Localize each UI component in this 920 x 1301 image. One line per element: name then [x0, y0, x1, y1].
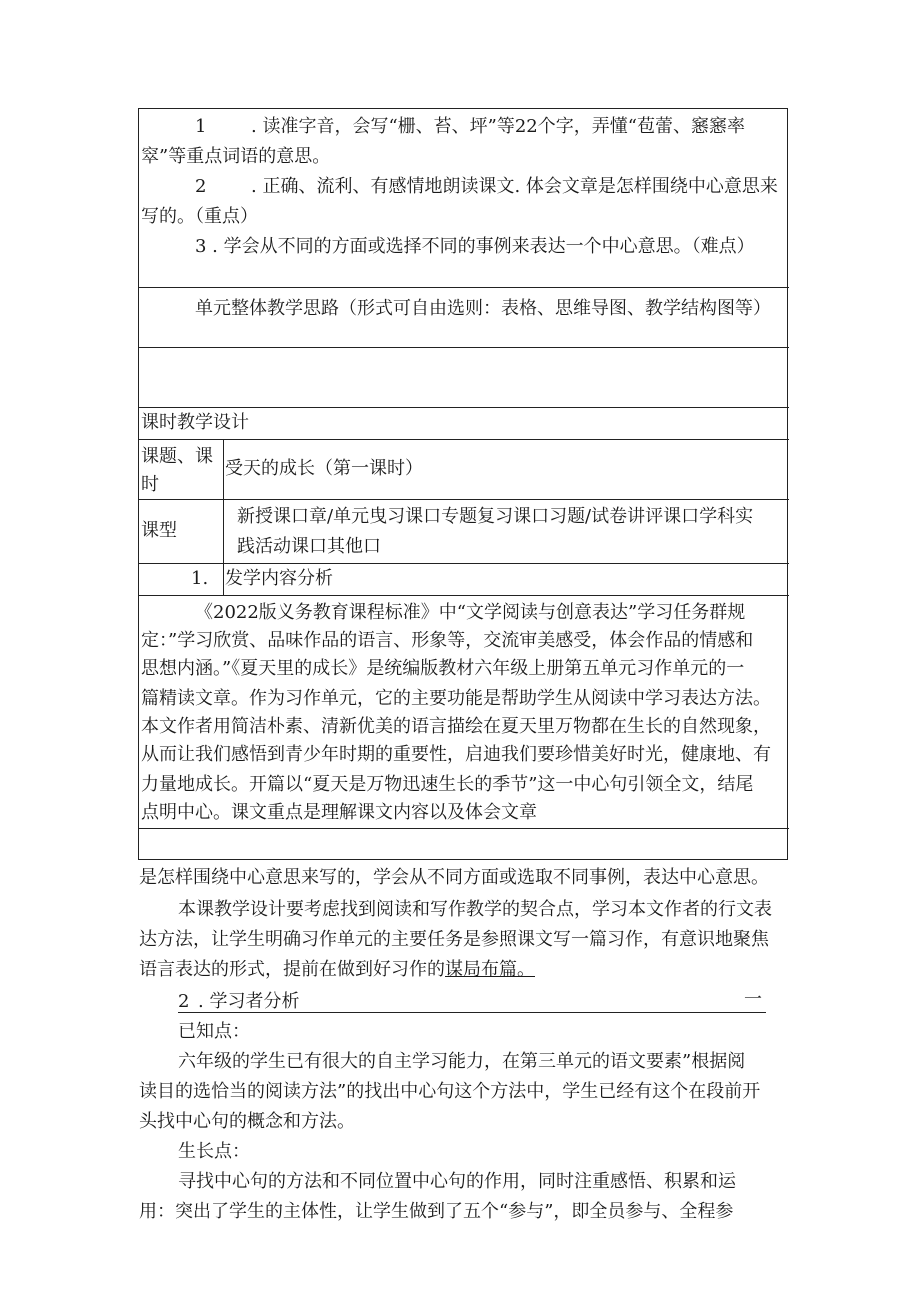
goal-1-text: . 读准字音，会写“栅、苔、坪”等22个字，弄懂“苞蕾、窸窸率	[251, 116, 745, 137]
goal-2-text: . 正确、流利、有感情地朗读课文. 体会文章是怎样围绕中心意思来	[251, 176, 778, 197]
body-line: 头找中心句的概念和方法。	[139, 1111, 355, 1132]
body-line: 达方法，让学生明确习作单元的主要任务是参照课文写一篇习作，有意识地聚焦	[139, 929, 769, 950]
section-2-number: 2	[178, 991, 190, 1012]
body-line-text: 语言表达的形式，提前在做到好习作的	[139, 959, 445, 980]
table-rule	[139, 499, 789, 500]
analysis-line: 篇精读文章。作为习作单元，它的主要功能是帮助学生从阅读中学习表达方法。	[141, 688, 771, 709]
table-rule	[139, 563, 789, 564]
goal-1-number: 1	[195, 116, 207, 137]
lesson-type-value-cont: 践活动课口其他口	[237, 536, 381, 557]
topic-label: 课题、课	[141, 446, 213, 467]
lesson-type-label: 课型	[141, 520, 177, 541]
section-2-dash: 一	[744, 989, 762, 1010]
goal-3-text: 3 . 学会从不同的方面或选择不同的事例来表达一个中心意思。（难点）	[195, 236, 755, 257]
table-column-divider	[223, 439, 224, 595]
body-line: 用：突出了学生的主体性，让学生做到了五个“参与”，即全员参与、全程参	[139, 1201, 734, 1222]
goal-2-number: 2	[195, 176, 207, 197]
analysis-line: 点明中心。课文重点是理解课文内容以及体会文章	[141, 802, 537, 823]
table-rule	[139, 407, 789, 408]
body-line: 读目的选恰当的阅读方法”的找出中心句这个方法中，学生已经有这个在段前开	[139, 1081, 761, 1102]
body-line: 是怎样围绕中心意思来写的，学会从不同方面或选取不同事例，表达中心意思。	[139, 867, 769, 888]
analysis-line: 思想内涵。”《夏天里的成长》是统编版教材六年级上册第五单元习作单元的一	[141, 658, 745, 679]
analysis-line: 从而让我们感悟到青少年时期的重要性，启迪我们要珍惜美好时光，健康地、有	[141, 744, 771, 765]
table-rule	[139, 828, 789, 829]
table-rule	[139, 439, 789, 440]
table-rule	[139, 347, 789, 348]
body-line	[139, 956, 535, 984]
topic-value: 受天的成长（第一课时）	[225, 458, 423, 479]
lesson-design-label: 课时教学设计	[141, 412, 249, 433]
section-1-number: 1.	[191, 568, 209, 589]
table-rule	[139, 595, 789, 596]
section-2-title: . 学习者分析	[198, 991, 300, 1012]
topic-label-cont: 时	[141, 474, 159, 495]
lesson-type-value: 新授课口章/单元曳习课口专题复习课口习题/试卷讲评课口学科实	[237, 506, 754, 527]
body-line: 六年级的学生已有很大的自主学习能力，在第三单元的语文要素”根据阅	[178, 1051, 746, 1072]
growth-label: 生长点：	[178, 1141, 250, 1162]
goal-1-text-cont: 窣”等重点词语的意思。	[141, 146, 331, 167]
analysis-line: 定：”学习欣赏、品味作品的语言、形象等，交流审美感受，体会作品的情感和	[141, 630, 754, 651]
analysis-line: 力量地成长。开篇以“夏天是万物迅速生长的季节”这一中心句引领全文，结尾	[141, 774, 754, 795]
underlined-text: 谋局布篇。	[445, 959, 535, 980]
goal-2-text-cont: 写的。（重点）	[141, 206, 258, 227]
unit-plan-label: 单元整体教学思路（形式可自由选则：表格、思维导图、教学结构图等）	[195, 298, 771, 319]
body-line: 寻找中心句的方法和不同位置中心句的作用，同时注重感悟、积累和运	[178, 1171, 736, 1192]
body-line: 本课教学设计要考虑找到阅读和写作教学的契合点，学习本文作者的行文表	[178, 899, 772, 920]
table-rule	[139, 287, 789, 288]
section-1-title: 发学内容分析	[225, 568, 333, 589]
lesson-plan-table	[138, 108, 788, 860]
analysis-line: 《2022版义务教育课程标准》中“文学阅读与创意表达”学习任务群规	[195, 602, 746, 623]
analysis-line: 本文作者用简洁朴素、清新优美的语言描绘在夏天里万物都在生长的自然现象，	[141, 716, 771, 737]
section-2-rule	[178, 1012, 766, 1013]
known-label: 已知点：	[178, 1021, 250, 1042]
